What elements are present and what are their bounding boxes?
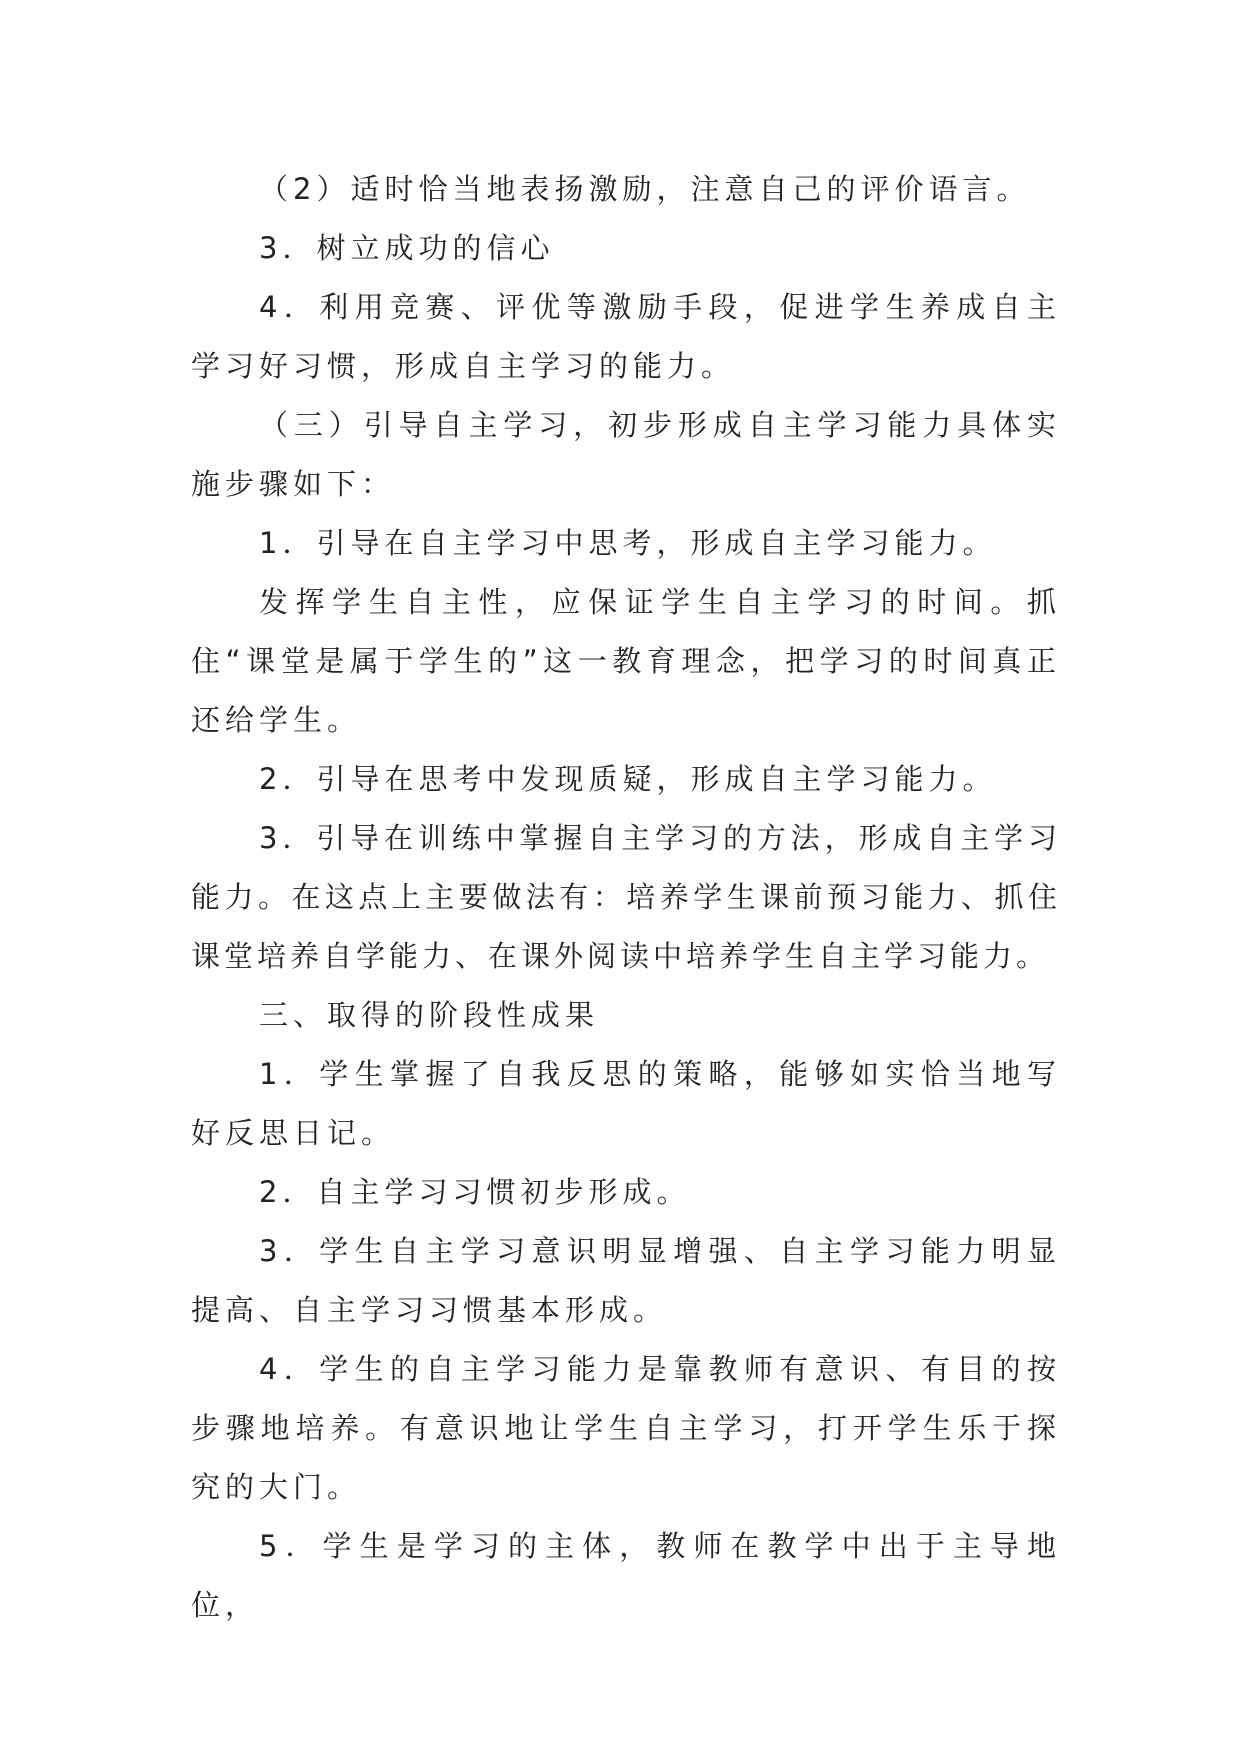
paragraph-step-one: 1．引导在自主学习中思考，形成自主学习能力。 (259, 526, 997, 560)
paragraph-step-three: 3．引导在训练中掌握自主学习的方法，形成自主学习能力。在这点上主要做法有：培养学生课前预习能力、抓住课堂培养自学能力、在课外阅读中培养学生自主学习能力。 (191, 821, 1061, 973)
paragraph-result-one: 1．学生掌握了自我反思的策略，能够如实恰当地写好反思日记。 (191, 1057, 1061, 1150)
paragraph-result-four: 4．学生的自主学习能力是靠教师有意识、有目的按步骤地培养。有意识地让学生自主学习，打开学生乐于探究的大门。 (191, 1352, 1061, 1504)
paragraph-result-five: 5．学生是学习的主体，教师在教学中出于主导地位， (191, 1529, 1061, 1622)
paragraph-results-heading: 三、取得的阶段性成果 (259, 998, 600, 1032)
paragraph-step-two: 2．引导在思考中发现质疑，形成自主学习能力。 (259, 762, 997, 796)
paragraph-result-two: 2．自主学习习惯初步形成。 (259, 1175, 691, 1209)
document-body (191, 160, 1061, 1635)
paragraph-confidence: 3．树立成功的信心 (259, 231, 555, 265)
paragraph-result-three: 3．学生自主学习意识明显增强、自主学习能力明显提高、自主学习习惯基本形成。 (191, 1234, 1061, 1327)
paragraph-step-one-detail: 发挥学生自主性，应保证学生自主学习的时间。抓住“课堂是属于学生的”这一教育理念，把学习的时间真正还给学生。 (191, 585, 1061, 737)
paragraph-section-three-heading: （三）引导自主学习，初步形成自主学习能力具体实施步骤如下： (191, 408, 1061, 501)
paragraph-competition: 4．利用竞赛、评优等激励手段，促进学生养成自主学习好习惯，形成自主学习的能力。 (191, 290, 1061, 383)
paragraph-praise-encourage: （2）适时恰当地表扬激励，注意自己的评价语言。 (259, 172, 1031, 206)
